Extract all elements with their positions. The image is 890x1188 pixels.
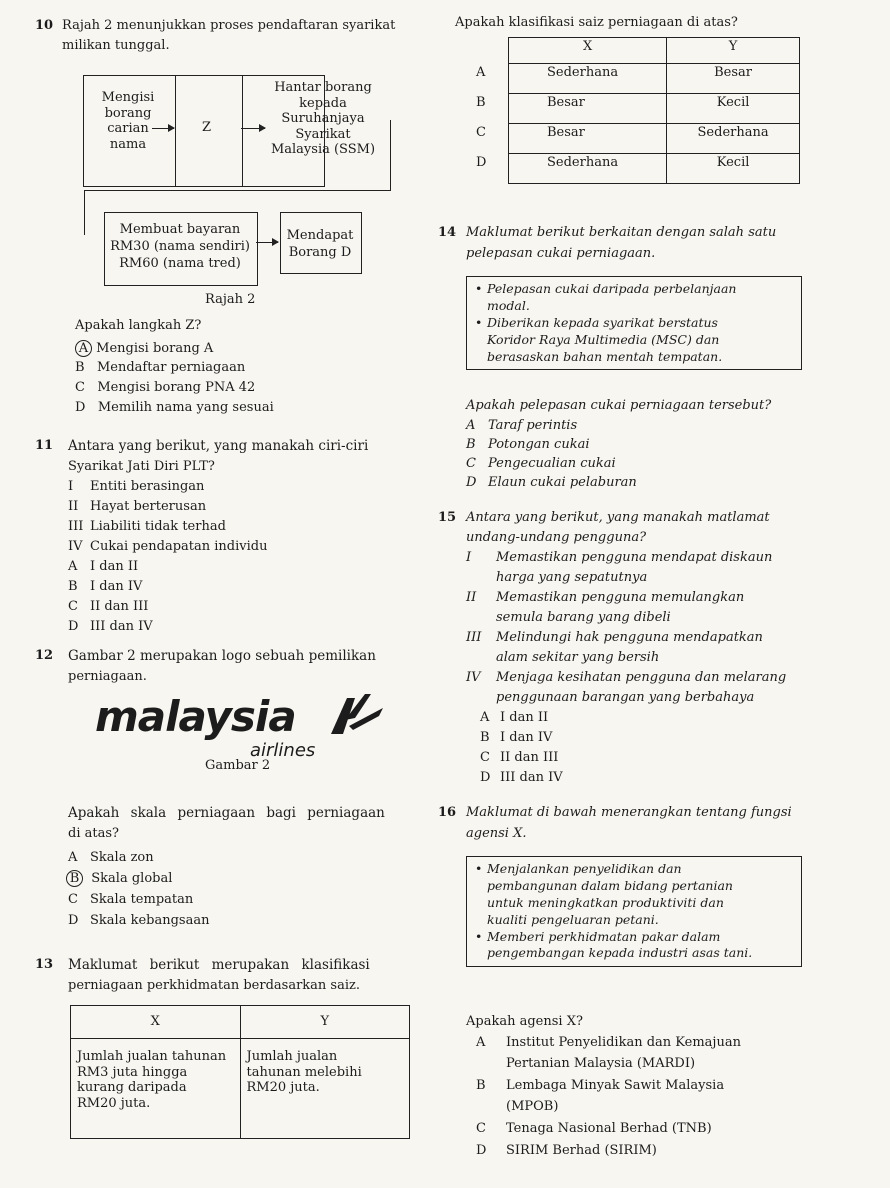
option-letter: B: [476, 1078, 486, 1093]
question-text: Apakah klasifikasi saiz perniagaan di atas?: [455, 15, 738, 30]
table-header: X: [509, 38, 667, 64]
flow-connector: [84, 190, 85, 235]
option-letter: D: [476, 1143, 487, 1158]
option-a: [75, 340, 213, 357]
info-bullet: [475, 861, 793, 929]
roman-item: [466, 550, 772, 566]
cell-line: kurang daripada: [77, 1080, 187, 1096]
item-text: Cukai pendapatan individu: [90, 539, 268, 554]
option-text: Pertanian Malaysia (MARDI): [506, 1056, 696, 1071]
flow-text: Hantar borang: [274, 80, 372, 95]
info-box: [466, 276, 802, 370]
option-letter: A: [476, 64, 486, 80]
option-c: [68, 599, 148, 615]
question-stem-line: pelepasan cukai perniagaan.: [466, 246, 656, 261]
flow-text: borang: [104, 105, 152, 121]
option-c: [476, 1121, 712, 1137]
table-cell: Sederhana: [667, 124, 800, 154]
cell-line: Jumlah jualan: [246, 1049, 338, 1064]
roman-numeral: IV: [466, 670, 481, 685]
option-text: I dan II: [500, 710, 549, 725]
item-text: Memastikan pengguna mendapat diskaun: [496, 550, 773, 565]
option-d: [75, 400, 274, 416]
option-a: [480, 710, 548, 726]
info-box: [466, 856, 802, 967]
option-letter: B: [476, 94, 486, 110]
flow-text: Membuat bayaran: [119, 222, 241, 237]
bullet-line: kualiti pengeluaran petani.: [487, 911, 659, 927]
flow-text: kepada: [299, 95, 347, 111]
flowchart-form-d-text: [280, 228, 360, 262]
option-d: [480, 770, 563, 786]
option-text: III dan IV: [90, 619, 153, 634]
option-letter: B: [75, 360, 85, 375]
item-text: semula barang yang dibeli: [496, 610, 671, 625]
item-text: alam sekitar yang bersih: [496, 650, 660, 665]
roman-item: [466, 670, 786, 686]
option-text: SIRIM Berhad (SIRIM): [506, 1143, 657, 1158]
option-letter: C: [480, 750, 490, 765]
option-text: Mengisi borang A: [96, 341, 214, 356]
option-letter: A: [476, 1035, 486, 1050]
question-stem-line: Antara yang berikut, yang manakah ciri-ciri: [68, 438, 369, 454]
roman-item: [68, 499, 206, 515]
question-stem-line: agensi X.: [466, 826, 527, 841]
table-cell: Besar: [667, 64, 800, 94]
option-text: II dan III: [500, 750, 559, 765]
roman-item: [466, 590, 744, 606]
flowchart-box-search-form: [88, 90, 168, 152]
option-text: (MPOB): [506, 1099, 559, 1114]
roman-numeral: II: [68, 499, 79, 514]
question-stem-line: Gambar 2 merupakan logo sebuah pemilikan: [68, 648, 376, 664]
roman-item: [466, 630, 763, 646]
table-header: X: [71, 1006, 241, 1039]
option-text: Elaun cukai pelaburan: [488, 475, 637, 490]
item-text: Melindungi hak pengguna mendapatkan: [496, 630, 763, 645]
question-number: 15: [438, 510, 457, 525]
flow-text: RM30 (nama sendiri): [110, 238, 250, 254]
table-cell: [71, 1039, 241, 1139]
option-text: III dan IV: [500, 770, 563, 785]
answer-table-corner: [470, 38, 509, 64]
classification-table: [70, 1005, 410, 1139]
flowchart-payment-text: [104, 222, 256, 273]
option-d: [68, 913, 209, 929]
info-bullet: [475, 929, 793, 963]
info-bullet: [475, 315, 793, 366]
option-letter: A: [466, 418, 476, 433]
option-c: [480, 750, 558, 766]
option-letter: C: [68, 599, 78, 614]
option-text: Skala tempatan: [90, 892, 194, 907]
item-text: Menjaga kesihatan pengguna dan melarang: [496, 670, 787, 685]
flow-text: carian: [107, 121, 149, 137]
flowchart-step-z: Z: [202, 120, 212, 135]
option-letter: D: [68, 913, 79, 928]
option-a: [68, 559, 138, 575]
option-text: Mendaftar perniagaan: [96, 360, 246, 375]
option-letter: B: [68, 579, 78, 594]
bullet-line: Diberikan kepada syarikat berstatus: [487, 314, 718, 330]
option-letter: D: [480, 770, 491, 785]
table-cell: Kecil: [667, 94, 800, 124]
bullet-line: modal.: [487, 297, 530, 313]
question-stem-line: milikan tunggal.: [62, 38, 170, 53]
logo-wordmark: malaysia: [95, 692, 296, 741]
bullet-line: Memberi perkhidmatan pakar dalam: [487, 928, 721, 944]
table-cell: Besar: [509, 94, 667, 124]
option-text: I dan II: [90, 559, 139, 574]
option-letter: C: [75, 380, 85, 395]
option-text: Mengisi borang PNA 42: [97, 380, 256, 395]
bullet-line: pengembangan kepada industri asas tani.: [487, 945, 753, 961]
option-letter: C: [68, 892, 78, 907]
option-letter: A: [68, 559, 78, 574]
option-text: Skala zon: [90, 850, 154, 865]
item-text: Entiti berasingan: [90, 479, 205, 494]
roman-numeral: III: [466, 630, 482, 645]
option-text: II dan III: [90, 599, 149, 614]
cell-line: RM20 juta.: [77, 1095, 151, 1111]
option-b: [66, 870, 172, 887]
question-number: 12: [35, 648, 54, 663]
question-stem-line: Maklumat berikut merupakan klasifikasi: [68, 957, 370, 973]
option-text: Pengecualian cukai: [488, 456, 616, 471]
question-text: Apakah agensi X?: [466, 1014, 583, 1029]
option-letter: D: [68, 619, 79, 634]
option-text: I dan IV: [500, 730, 553, 745]
option-text: Skala global: [91, 871, 173, 886]
option-c: [75, 380, 255, 396]
question-stem-line: Maklumat di bawah menerangkan tentang fungsi: [466, 805, 792, 820]
option-b: [476, 1078, 724, 1094]
option-text: I dan IV: [90, 579, 143, 594]
question-stem-line: Syarikat Jati Diri PLT?: [68, 459, 215, 474]
option-letter: B: [466, 437, 476, 452]
roman-item: [68, 539, 267, 555]
roman-numeral: IV: [68, 539, 83, 554]
option-d: [466, 475, 637, 491]
table-cell: Kecil: [667, 154, 800, 184]
question-number: 14: [438, 225, 457, 240]
roman-item: [68, 519, 226, 535]
flow-text: nama: [109, 136, 147, 152]
option-text: Lembaga Minyak Sawit Malaysia: [506, 1078, 725, 1093]
bullet-line: untuk meningkatkan produktiviti dan: [487, 894, 724, 910]
answer-circle: A: [75, 340, 92, 357]
logo-subtext: airlines: [250, 740, 316, 761]
question-stem-line: perniagaan.: [68, 669, 147, 684]
item-text: Liabiliti tidak terhad: [90, 519, 226, 534]
option-d: [476, 1143, 657, 1159]
flowchart-box-submit-ssm: [262, 80, 384, 158]
option-letter: B: [480, 730, 490, 745]
option-letter: D: [466, 475, 477, 490]
answer-table: [470, 37, 800, 184]
flow-text: Mendapat: [286, 228, 354, 243]
flow-text: Syarikat: [295, 126, 351, 142]
bullet-line: Pelepasan cukai daripada perbelanjaan: [487, 281, 737, 296]
roman-numeral: I: [466, 550, 472, 565]
question-number: 11: [35, 438, 54, 453]
option-b: [480, 730, 552, 746]
option-a: [476, 1035, 741, 1051]
option-text: Tenaga Nasional Berhad (TNB): [506, 1121, 712, 1136]
item-text: harga yang sepatutnya: [496, 570, 648, 585]
flow-connector: [390, 120, 391, 190]
roman-numeral: III: [68, 519, 84, 534]
question-text: Apakah pelepasan cukai perniagaan tersebut?: [466, 398, 772, 413]
option-text: Memilih nama yang sesuai: [97, 400, 274, 415]
option-a: [466, 418, 577, 434]
flow-arrow: [152, 128, 174, 129]
table-header: Y: [667, 38, 800, 64]
roman-numeral: I: [68, 479, 74, 494]
flow-connector: [84, 190, 391, 191]
option-letter: C: [476, 1121, 486, 1136]
question-stem-line: undang-undang pengguna?: [466, 530, 647, 545]
question-number: 16: [438, 805, 457, 820]
option-text: Skala kebangsaan: [90, 913, 210, 928]
kite-icon: [325, 690, 385, 740]
question-stem-line: perniagaan perkhidmatan berdasarkan saiz.: [68, 978, 360, 993]
option-d: [68, 619, 153, 635]
option-letter: A: [68, 850, 78, 865]
option-c: [466, 456, 616, 472]
bullet-line: pembangunan dalam bidang pertanian: [487, 877, 733, 893]
flow-text: Suruhanjaya: [281, 111, 365, 127]
question-number: 13: [35, 957, 54, 972]
item-text: Hayat berterusan: [90, 499, 207, 514]
flow-arrow: [256, 242, 278, 243]
question-stem-line: Maklumat berikut berkaitan dengan salah satu: [466, 225, 777, 240]
table-cell: Sederhana: [509, 64, 667, 94]
cell-line: RM20 juta.: [246, 1080, 320, 1096]
answer-circle: B: [66, 870, 83, 887]
roman-numeral: II: [466, 590, 477, 605]
bullet-line: Koridor Raya Multimedia (MSC) dan: [487, 331, 720, 347]
option-text: Potongan cukai: [488, 437, 590, 452]
option-a: [68, 850, 154, 866]
figure-label: Rajah 2: [205, 292, 256, 307]
option-letter: D: [476, 154, 487, 170]
item-text: Memastikan pengguna memulangkan: [496, 590, 745, 605]
roman-item: [68, 479, 204, 495]
cell-line: Jumlah jualan tahunan: [77, 1049, 227, 1064]
option-c: [68, 892, 193, 908]
option-letter: C: [476, 124, 486, 140]
question-text: Apakah skala perniagaan bagi perniagaan: [68, 805, 385, 821]
table-cell: [240, 1039, 410, 1139]
table-cell: Besar: [509, 124, 667, 154]
option-b: [75, 360, 245, 376]
question-stem-line: Rajah 2 menunjukkan proses pendaftaran syarikat: [62, 18, 396, 33]
item-text: penggunaan barangan yang berbahaya: [496, 690, 755, 705]
bullet-line: berasaskan bahan mentah tempatan.: [487, 348, 723, 364]
option-b: [68, 579, 142, 595]
option-letter: A: [480, 710, 490, 725]
table-header: Y: [240, 1006, 410, 1039]
flow-text: Mengisi: [101, 90, 155, 105]
bullet-line: Menjalankan penyelidikan dan: [487, 861, 682, 876]
figure-label: Gambar 2: [205, 758, 271, 773]
flow-text: Malaysia (SSM): [270, 142, 376, 158]
info-bullet: [475, 281, 793, 315]
flow-text: RM60 (nama tred): [119, 255, 241, 271]
question-text: di atas?: [68, 826, 119, 841]
option-b: [466, 437, 590, 453]
question-stem-line: Antara yang berikut, yang manakah matlamat: [466, 510, 770, 525]
option-letter: D: [75, 400, 86, 415]
question-number: 10: [35, 18, 54, 33]
cell-line: RM3 juta hingga: [77, 1064, 188, 1080]
option-text: Taraf perintis: [488, 418, 578, 433]
option-text: Institut Penyelidikan dan Kemajuan: [506, 1035, 741, 1050]
cell-line: tahunan melebihi: [246, 1064, 362, 1080]
table-cell: Sederhana: [509, 154, 667, 184]
option-letter: C: [466, 456, 476, 471]
flow-text: Borang D: [288, 244, 352, 260]
question-text: Apakah langkah Z?: [75, 318, 202, 333]
